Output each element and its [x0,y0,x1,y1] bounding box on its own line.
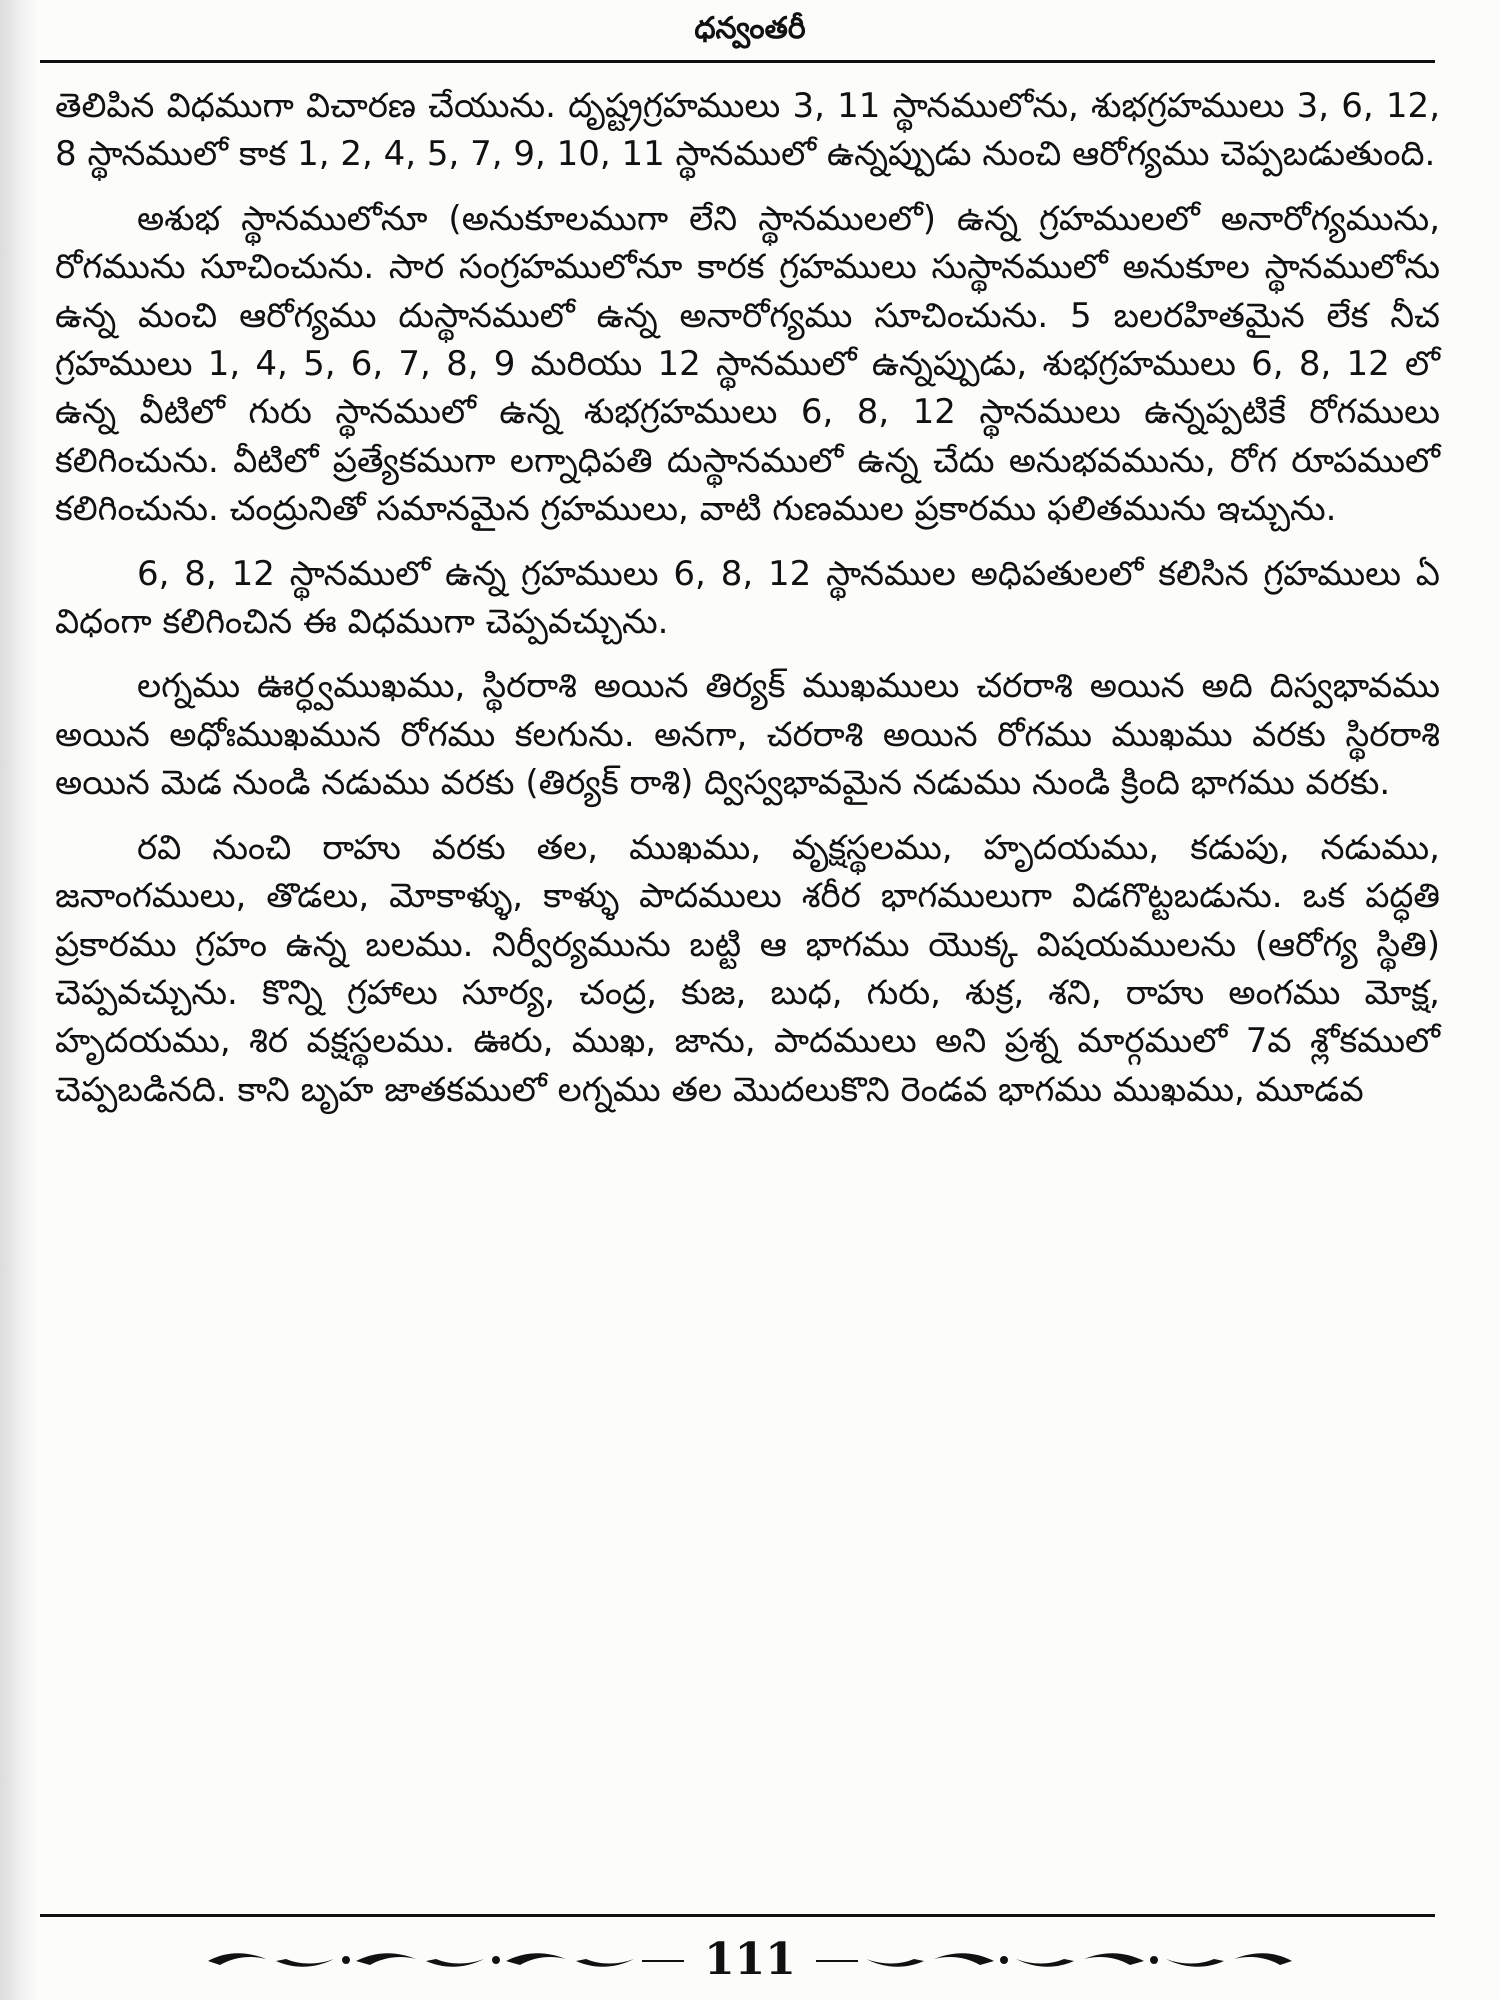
page-number: 111 [704,1934,796,1985]
running-header: ధన్వంతరీ [694,11,806,46]
header-rule [40,60,1435,63]
paragraph-4: లగ్నము ఊర్ధ్వముఖము, స్థిరరాశి అయిన తిర్యక్ ముఖములు చరరాశి అయిన అది దిస్వభావము అయిన అధోఃముఖమున రోగము కలగును. అనగా, చరరాశి అయిన రోగము ముఖము వరకు స్థిరరాశి అయిన మెడ నుండి నడుము వరకు (తిర్యక్ రాశి) ద్విస్వభావమైన నడుము నుండి క్రింది భాగము వరకు. [55,666,1440,804]
page-body [55,82,1440,1130]
paragraph-5: రవి నుంచి రాహు వరకు తల, ముఖము, వృక్షస్థలము, హృదయము, కడుపు, నడుము, జనాంగములు, తొడలు, మోకాళ్ళు, కాళ్ళు పాదములు శరీర భాగములుగా విడగొట్టబడును. ఒక పద్ధతి ప్రకారము గ్రహం ఉన్న బలము. నిర్వీర్యమును బట్టి ఆ భాగము యొక్క విషయములను (ఆరోగ్య స్థితి) చెప్పవచ్చును. కొన్ని గ్రహాలు సూర్య, చంద్ర, కుజ, బుధ, గురు, శుక్ర, శని, రాహు అంగము మోక్ష, హృదయము, శిర వక్షస్థలము. ఊరు, ముఖ, జాను, పాదములు అని ప్రశ్న మార్గములో 7వ శ్లోకములో చెప్పబడినది. కాని బృహ జాతకములో లగ్నము తల మొదలుకొని రెండవ భాగము ముఖము, మూడవ [55,827,1440,1110]
footer-rule [40,1914,1435,1917]
left-ornament-icon [206,1945,686,1975]
paragraph-3: 6, 8, 12 స్థానములో ఉన్న గ్రహములు 6, 8, 12 స్థానముల అధిపతులలో కలిసిన గ్రహములు ఏ విధంగా కలిగించిన ఈ విధముగా చెప్పవచ్చును. [55,553,1440,643]
page-footer [0,1932,1500,1988]
paragraph-2: అశుభ స్థానములోనూ (అనుకూలముగా లేని స్థానములలో) ఉన్న గ్రహములలో అనారోగ్యమును, రోగమును సూచించును. సార సంగ్రహములోనూ కారక గ్రహములు సుస్థానములో అనుకూల స్థానములోను ఉన్న మంచి ఆరోగ్యము దుస్థానములో ఉన్న అనారోగ్యము సూచించును. 5 బలరహితమైన లేక నీచ గ్రహములు 1, 4, 5, 6, 7, 8, 9 మరియు 12 స్థానములో ఉన్నప్పుడు, శుభగ్రహములు 6, 8, 12 లో ఉన్న వీటిలో గురు స్థానములో ఉన్న శుభగ్రహములు 6, 8, 12 స్థానములు ఉన్నప్పటికే రోగములు కలిగించును. వీటిలో ప్రత్యేకముగా లగ్నాధిపతి దుస్థానములో ఉన్న చేదు అనుభవమును, రోగ రూపములో కలిగించును. చంద్రునితో సమానమైన గ్రహములు, వాటి గుణముల ప్రకారము ఫలితమును ఇచ్చును. [55,198,1440,530]
page-edge-shadow [0,0,40,2000]
right-ornament-icon [814,1945,1294,1975]
paragraph-1: తెలిపిన విధముగా విచారణ చేయును. దృష్ట్రగ్రహములు 3, 11 స్థానములోను, శుభగ్రహములు 3, 6, 12, 8 స్థానములో కాక 1, 2, 4, 5, 7, 9, 10, 11 స్థానములో ఉన్నప్పుడు నుంచి ఆరోగ్యము చెప్పబడుతుంది. [55,86,1440,175]
